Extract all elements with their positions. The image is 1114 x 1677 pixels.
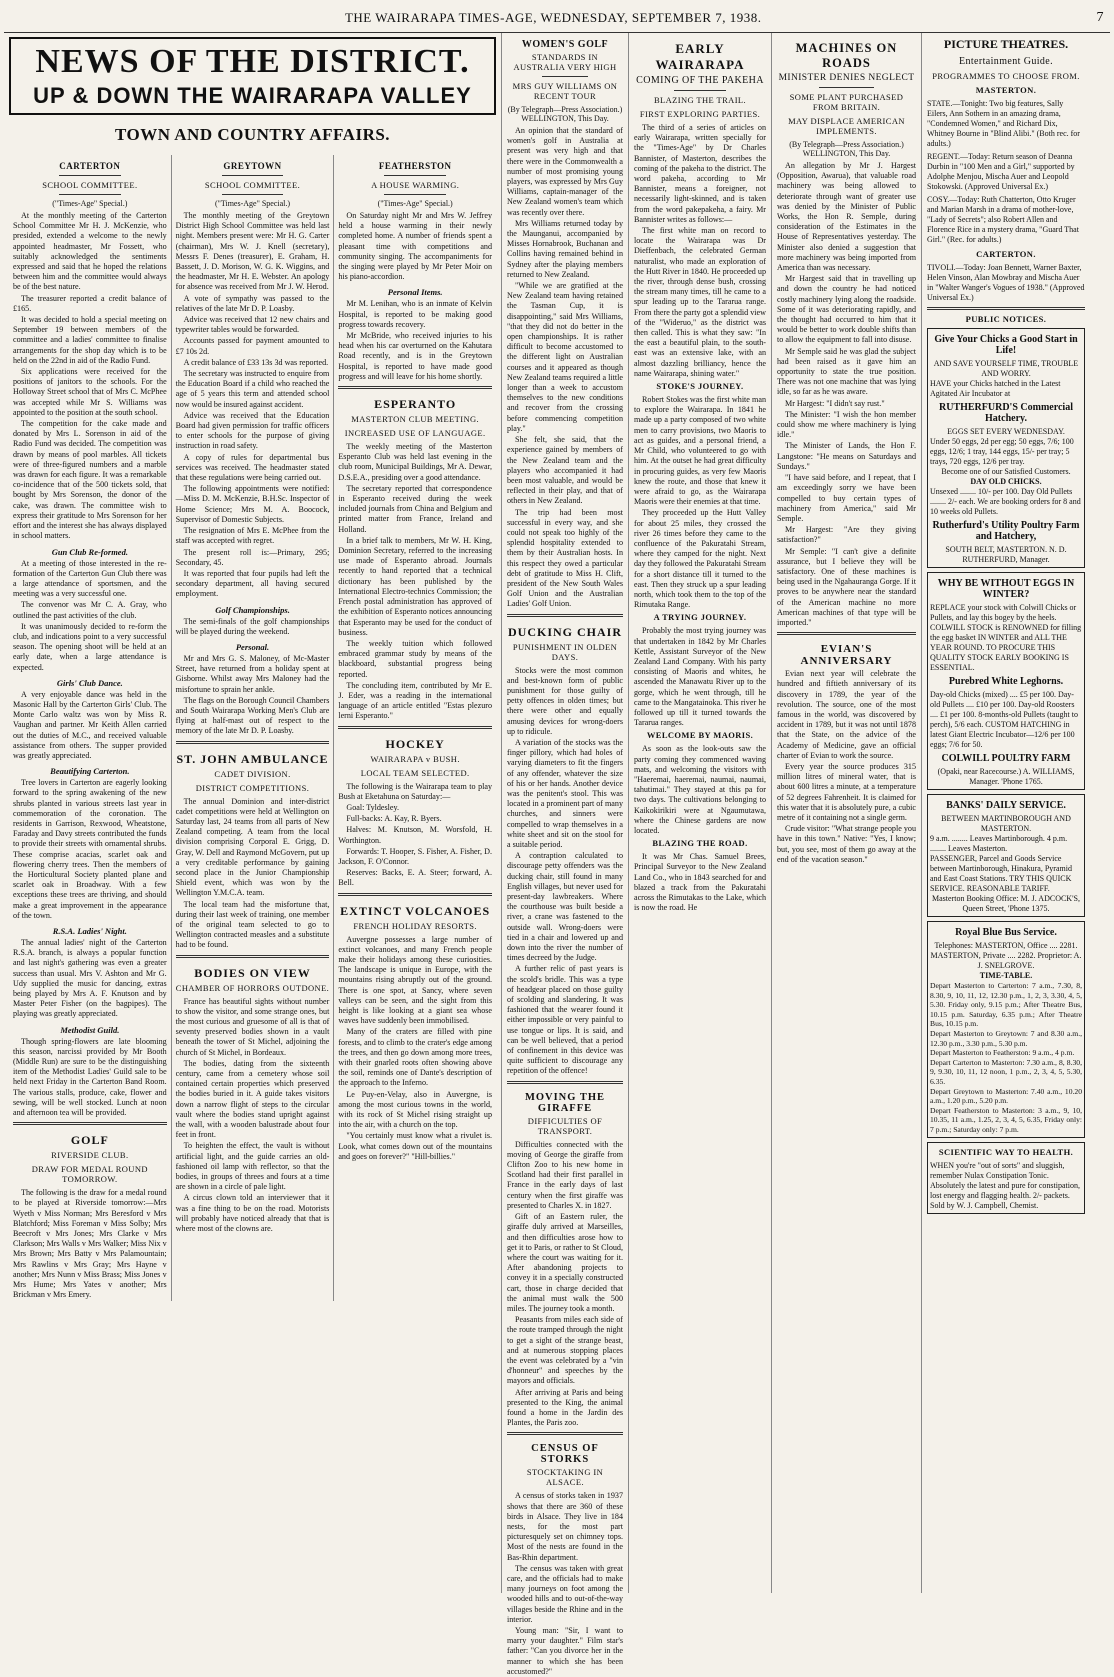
blazing-heading: BLAZING THE ROAD. — [652, 838, 748, 849]
article-paragraph: A contraption calculated to discourage petty offenders was the ducking chair, still found in many English villages, but never used for present-day lawbreakers. Where the courthouse was built beside a river, a crane was fastened to the outside wall. Wrong-doers were tied in a chair and lowered up and down into the river the number of times decreed by the Judge. — [507, 851, 623, 963]
featherston-title: A HOUSE WARMING. — [371, 180, 460, 190]
divider — [777, 632, 916, 635]
article-paragraph: The resignation of Mrs E. McPhee from the staff was accepted with regret. — [175, 526, 330, 546]
featherston-column — [334, 155, 496, 1301]
esperanto-heading: ESPERANTO — [374, 397, 457, 412]
district-subhead: UP & DOWN THE WAIRARAPA VALLEY — [33, 83, 472, 108]
article-paragraph: On Saturday night Mr and Mrs W. Jeffrey held a house warming in their newly completed home. A number of friends spent a pleasant time with competitions and community singing. The accompaniments for the singing were played by Mr Peter Moir on his piano-accordion. — [338, 211, 493, 282]
divider — [507, 1432, 623, 1435]
article-paragraph: A circus clown told an interviewer that it was a fine thing to be on the road. Motorists will probably have noticed already that that is where most of the clowns are. — [175, 1193, 330, 1234]
article-paragraph: The flags on the Borough Council Chambers and South Wairarapa Working Men's Club are flying at half-mast out of respect to the memory of the late Mr D. P. Loasby. — [175, 695, 330, 736]
divider — [384, 194, 445, 195]
bodies-sub: CHAMBER OF HORRORS OUTDONE. — [175, 982, 330, 993]
banks-office: Masterton Booking Office: M. J. ADCOCK'S, Queen Street, 'Phone 1375. — [932, 894, 1080, 913]
article-paragraph: Forwards: T. Hooper, S. Fisher, A. Fisher, D. Jackson, F. O'Connor. — [338, 846, 493, 866]
divider — [674, 90, 727, 91]
nulax-advert — [927, 1142, 1085, 1214]
banks-advert — [927, 794, 1085, 917]
article-paragraph: The treasurer reported a credit balance of £165. — [13, 293, 167, 313]
article-paragraph: An allegation by Mr J. Hargest (Opposition, Awarua), that valuable road machinery was being allowed to deteriorate through want of greater use was denied by the Minister of Public Works, the Hon R. Semple, during consideration of the Estimates in the House of Representatives yesterday. The Minister also denied a suggestion that more machinery was being imported from America than was necessary. — [777, 161, 916, 273]
featherston-source: ("Times-Age" Special.) — [377, 199, 453, 208]
womens-golf-column — [502, 33, 629, 1676]
chicks-heading: Give Your Chicks a Good Start in Life! — [934, 334, 1078, 356]
giraffe-sub: DIFFICULTIES OF TRANSPORT. — [527, 1115, 603, 1136]
scientific-para: WHEN you're "out of sorts" and sluggish, remember Nulax Constipation Tonic. Absolutely the latest and pure for constipation, lost energy and flagging health. 2/- packets. Sold by W. J. Campbell, Chemist. — [930, 1160, 1080, 1210]
district-banner — [9, 37, 496, 115]
article-paragraph: The first white man on record to locate the Wairarapa was Dr Dieffenbach, the celebrated German naturalist, who made an exploration of the Hutt River in 1840. He proceeded up the river, through dense bush, crossing the stream many times, till he came to a spur leading up to the Tararua range. From there the party got a splendid view of the "Wideruo," as the district was then called. This is what they saw: "In the east a beautiful plain, to the south-east was an extensive lake, with an almost dazzling brilliancy, hence the name Wairarapa, shining water." — [634, 226, 766, 378]
article-paragraph: Though spring-flowers are late blooming this season, narcissi provided by Mr Booth (Middle Run) are sure to be the distinguishing item of the Methodist Ladies' Guild sale to be held next Friday in the Carterton Band Room. The various stalls, produce, cake, flower and sewing, will be well stocked. Lunch at noon and afternoon tea will be provided. — [13, 1036, 167, 1118]
article-paragraph: Many of the craters are filled with pine forests, and to climb to the crater's edge among the trees, and then go down among more trees, with their gnarled roots often showing above the soil, reminds one of Dante's description of the approach to the Inferno. — [338, 1027, 493, 1088]
early-wairarapa-sub: FIRST EXPLORING PARTIES. — [639, 109, 761, 119]
winter-eggs-para: REPLACE your stock with Colwill Chicks or Pullets, and lay this bogey by the heels. COLWILL STOCK is RENOWNED for filling the egg basket IN WINTER and ALL THE YEAR ROUND. TO PROCURE THIS QUALITY STOCK EARLY BOOKING IS ESSENTIAL. — [930, 603, 1082, 672]
timetable-entry: Depart Masterton to Greytown: 7 and 8.30 a.m., 12.30 p.m., 3.30 p.m., 5.30 p.m. — [930, 1028, 1082, 1048]
masthead — [4, 4, 1110, 33]
divider — [338, 893, 492, 896]
article-paragraph: She felt, she said, that the experience gained by members of the New Zealand team and the players who accompanied it had been most valuable, and would be reflected in their play, and that of others in New Zealand. — [507, 435, 623, 506]
colwill-advert — [927, 572, 1085, 790]
article-paragraph: At a meeting of those interested in the re-formation of the Carterton Gun Club there was a large attendance of sportsmen, and the meeting was a very successful one. — [13, 558, 167, 599]
article-paragraph: Mr McBride, who received injuries to his head when his car overturned on the Kahutara Road recently, and is in the Greytown Hospital, is reported to have made good progress and will leave for his home shortly. — [338, 331, 493, 381]
divider — [222, 194, 283, 195]
article-paragraph: The weekly tuition which followed embraced grammar study by means of the blackboard, substantial progress being reported. — [338, 638, 493, 679]
article-paragraph: Auvergne possesses a large number of extinct volcanoes, and many French people make their holidays among these curiosities. The landscape is unique in Europe, with the mountains rising abruptly out of the ground. There is one spot, at Sancy, where seven valleys can be seen, and the sight from this height is like looking at a giant sea whose waves have suddenly been immobilised. — [338, 934, 493, 1026]
royal-blue-phones: Telephones: MASTERTON, Office .... 2281. MASTERTON, Private .... 2282. Proprietor: A. J. SNELGROVE. — [930, 941, 1082, 970]
article-paragraph: Mr Hargest said that in travelling up and down the country he had noticed costly machinery lying along the roadside. Some of it was deteriorating rapidly, and the thought had occurred to him that it would be better to work double shifts than to allow the equipment to fall into disuse. — [777, 274, 916, 345]
article-paragraph: Stocks were the most common and best-known form of public punishment for those guilty of petty offences in olden times; but there were other and equally amusing devices for wrong-doers up to ridicule. — [507, 665, 623, 736]
article-paragraph: The competition for the cake made and donated by Mrs L. Sorenson in aid of the Radio Fund was decided. The competition was drawn by means of pool marbles. All tickets were of three-figured numbers and a marble was drawn for each figure. It was a remarkable co-incidence that of the 500 tickets sold, that bought by Mrs Sorenson, the donor of the cake, was drawn. The committee wish to express their gratitude to Mrs Sorenson for her effort and the interest she has always displayed in school matters. — [13, 419, 167, 541]
divider — [13, 1122, 167, 1125]
article-paragraph: The convenor was Mr C. A. Gray, who outlined the past activities of the club. — [13, 600, 167, 620]
article-paragraph: Reserves: Backs, E. A. Steer; forward, A. Bell. — [338, 868, 493, 888]
article-paragraph: The trip had been most successful in every way, and she could not speak too highly of the splendid hospitality extended to them by their Australian hosts. In this respect they owed a particular debt of gratitude to Miss H. Clift, president of the New South Wales Golf Union and the Australian Ladies' Golf Union. — [507, 507, 623, 609]
article-paragraph: The annual Dominion and inter-district cadet competitions were held at Wellington on Saturday last, 24 teams from all parts of New Zealand competing. A team from the local division comprising Corporal E. Grigg, D. Gray, W. Dell and Raymond McGovern, put up a very creditable performance by gaining second place in the Junior Championship Shield event, which was won by the Wellington Y.M.C.A. team. — [175, 796, 330, 898]
article-paragraph: A variation of the stocks was the finger pillory, which had holes of varying diameters to fit the fingers of any offender, whatever the size of his or her hands. Another device was the penitent's stool. This was located in a prominent part of many churches, and sinners were compelled to wrap themselves in a white sheet and sit on the stool for a suitable period. — [507, 737, 623, 849]
programmes-line: PROGRAMMES TO CHOOSE FROM. — [932, 71, 1080, 81]
district-subcolumns — [9, 155, 496, 1301]
public-notices-heading: PUBLIC NOTICES. — [965, 314, 1047, 324]
article-paragraph: Mr and Mrs G. S. Maloney, of Mc-Master Street, have returned from a holiday spent at Gisborne. Whilst away Mrs Maloney had the misfortune to sprain her ankle. — [175, 653, 330, 694]
article-paragraph: To heighten the effect, the vault is without artificial light, and the guide carries an old-fashioned oil lamp with reflector, so that the bodies, in groups of threes and fours at a time are shown in a circle of pale light. — [175, 1141, 330, 1192]
article-paragraph: Full-backs: A. Kay, R. Byers. — [346, 814, 442, 824]
banks-times: 9 a.m. ........ Leaves Martinborough. 4 p.m. ........ Leaves Masterton. — [930, 834, 1068, 853]
machines-sub: MINISTER DENIES NEGLECT — [778, 73, 915, 83]
chicks-para: HAVE your Chicks hatched in the Latest Agitated Air Incubator at — [930, 379, 1061, 398]
stokes-heading: STOKE'S JOURNEY. — [656, 381, 744, 392]
article-paragraph: A further relic of past years is the scold's bridle. This was a type of headgear placed on those guilty of scolding and slandering. It was fashioned that the wearer found it either impossible or very painful to use tongue or lips. It is said, and can be well believed, that a period of confinement in this device was quite sufficient to discourage any repetition of the offence! — [507, 964, 623, 1076]
ducking-chair-sub: PUNISHMENT IN OLDEN DAYS. — [512, 641, 618, 662]
divider — [542, 76, 588, 77]
columns — [4, 33, 1110, 1676]
hockey-sub: WAIRARAPA v BUSH. — [370, 753, 460, 764]
masthead-title: THE WAIRARAPA TIMES-AGE, WEDNESDAY, SEPTEMBER 7, 1938. — [344, 10, 762, 25]
page-number: 7 — [1096, 10, 1104, 25]
article-paragraph: Six applications were received for the positions of janitors to the schools. For the Holloway Street school that of Mrs C. McPhee was accepted while Mr S. Williams was appointed to the position at the south school. — [13, 367, 167, 417]
womens-golf-sub: MRS GUY WILLIAMS ON RECENT TOUR — [512, 81, 618, 101]
womens-golf-sub: STANDARDS IN AUSTRALIA VERY HIGH — [513, 52, 617, 72]
colwill-farm: COLWILL POULTRY FARM — [941, 753, 1071, 764]
article-paragraph: The semi-finals of the golf championships will be played during the weekend. — [175, 616, 330, 636]
carterton-cinema-heading: CARTERTON. — [976, 249, 1036, 259]
article-paragraph: Robert Stokes was the first white man to explore the Wairarapa. In 1841 he made up a party composed of two white men to carry provisions, two Maoris to act as guides, and a personal friend, a Mr Child, who volunteered to go with him. At the outset he had great difficulty in procuring guides, as very few Maoris knew the route, and those that knew it were afraid to go, as the Wairarapa Maoris were their enemies at that time. — [634, 395, 766, 507]
divider — [222, 175, 283, 176]
divider — [507, 614, 623, 617]
volcanoes-heading: EXTINCT VOLCANOES — [340, 903, 491, 918]
article-paragraph: Every year the source produces 315 million litres of mineral water, that is about 600 litres a minute, at a temperature of 52 degrees Fahrenheit. It is claimed for this water that it is absolutely pure, a cubic metre of it containing not a single germ. — [777, 761, 916, 822]
trying-journey-heading: A TRYING JOURNEY. — [653, 612, 747, 623]
article-paragraph: A copy of rules for departmental bus services was received. The headmaster stated that these regulations were being carried out. — [175, 452, 330, 483]
timetable-entry: Depart Masterton to Featherston: 9 a.m., 4 p.m. — [930, 1048, 1075, 1058]
rsa-heading: R.S.A. Ladies' Night. — [52, 926, 127, 936]
article-paragraph: Gift of an Eastern ruler, the giraffe duly arrived at Marseilles, and then difficulties arose how to get it to Paris, or rather to St Cloud, where the court was waiting for it. After abandoning projects to convey it in a specially constructed cart, those in charge decided that the animal must walk the 500 miles. The journey took a month. — [507, 1212, 623, 1313]
machines-source: (By Telegraph—Press Association.) WELLINGTON, This Day. — [789, 140, 904, 158]
st-john-title: CADET DIVISION. — [214, 768, 291, 779]
beautifying-heading: Beautifying Carterton. — [50, 766, 130, 777]
welcome-heading: WELCOME BY MAORIS. — [646, 730, 754, 741]
machines-sub: MAY DISPLACE AMERICAN IMPLEMENTS. — [788, 116, 905, 136]
article-paragraph: It was reported that four pupils had left the secondary department, all having secured employment. — [175, 568, 330, 599]
storks-sub: STOCKTAKING IN ALSACE. — [526, 1467, 604, 1488]
divider — [338, 726, 492, 729]
article-paragraph: They proceeded up the Hutt Valley for about 25 miles, they crossed the river 26 times before they came to the confluence of the Pakuratahi Stream, where they camped for the night. Next day they followed the Pakuratahi Stream for a short distance till it turned to the east. Then they struck up a spur leading north, which took them to the top of the Rimutaka Range. — [634, 508, 766, 610]
cinema-listing: COSY.—Today: Ruth Chatterton, Otto Kruger and Marian Marsh in a drama of mother-love, "Lady of Secrets"; also Robert Allen and Florence Rice in a mystery drama, "Guard That Girl." (Rec. for adults.) — [927, 195, 1079, 244]
bodies-heading: BODIES ON VIEW — [194, 965, 311, 980]
girls-club-heading: Girls' Club Dance. — [56, 677, 123, 688]
golf-heading: GOLF — [70, 1133, 109, 1148]
giraffe-heading: MOVING THE GIRAFFE — [524, 1091, 606, 1114]
timetable-heading: TIME-TABLE. — [979, 971, 1033, 980]
hockey-heading: HOCKEY — [385, 736, 445, 751]
timetable-entry: Depart Carterton to Masterton: 7.30 a.m., 8, 8.30, 9, 9.30, 10, 11, 12 noon, 1 p.m., 2, 3, 4, 5, 5.30, 6.35. — [930, 1057, 1082, 1086]
eggs-set: EGGS SET EVERY WEDNESDAY. — [947, 427, 1065, 436]
methodist-heading: Methodist Guild. — [60, 1024, 120, 1035]
greytown-title: SCHOOL COMMITTEE. — [204, 180, 301, 190]
article-paragraph: It was unanimously decided to re-form the club, and indications point to a very successful season. The opening shoot will be held at an early date, when a large attendance is expected. — [13, 621, 167, 672]
early-wairarapa-sub: COMING OF THE PAKEHA — [636, 75, 764, 86]
colwill-address: (Opaki, near Racecourse.) A. WILLIAMS, Manager. 'Phone 1765. — [937, 767, 1075, 786]
article-paragraph: A census of storks taken in 1937 shows that there are 360 of these birds in Alsace. They live in 184 nests, for the most part picturesquely set on chimney tops. Most of the nests are found in the Bas-Rhin department. — [507, 1491, 623, 1562]
banks-para: PASSENGER, Parcel and Goods Service between Martinborough, Hinakura, Pyramid and East Coast Stations. TRY THIS QUICK SERVICE. REASONABLE TARIFF. — [930, 854, 1072, 893]
article-paragraph: The weekly meeting of the Masterton Esperanto Club was held last evening in the club room, Municipal Buildings, Mr A. Dewar, D.S.E.A., presiding over a good attendance. — [338, 442, 493, 482]
article-paragraph: Evian next year will celebrate the hundred and fiftieth anniversary of its discovery in 1789, the year of the revolution. The source, one of the most famous in the world, was discovered by accident in 1789, but it was not until 1878 that the State, on the advice of the Academy of Medicine, gave an official charter of Evian to work the source. — [777, 669, 916, 760]
advertisements-column — [922, 33, 1090, 1593]
article-paragraph: It was Mr Chas. Samuel Brees, Principal Surveyor to the New Zealand Land Co., who in 1843 searched for and blazed a track from the Pakuratahi across the Rimutakas to the Lake, which is now the road. He — [634, 852, 766, 913]
utility-farm: Rutherfurd's Utility Poultry Farm and Hatchery, — [932, 520, 1080, 542]
article-paragraph: "You certainly must know what a rivulet is. Look, what comes down out of the mountains and goes on forever?" "Hill-billies." — [338, 1131, 493, 1161]
early-wairarapa-heading: EARLY WAIRARAPA — [655, 41, 745, 72]
farm-address: SOUTH BELT, MASTERTON. N. D. RUTHERFURD, Manager. — [945, 545, 1067, 564]
article-paragraph: The annual ladies' night of the Carterton R.S.A. branch, is always a popular function and last night's gathering was even a greater success than usual. Mrs V. Ashton and Mr G. Udy supplied the music for dancing, extras being played by Mrs A. F. Knutson and by Master Peter Fisher (on the bagpipes). The playing was greatly appreciated. — [13, 938, 167, 1019]
picture-theatres-heading: PICTURE THEATRES. — [943, 37, 1069, 51]
article-paragraph: The monthly meeting of the Greytown District High School Committee was held last night. Members present were: Mr H. G. Carter (chairman), Mrs W. J. Knell (secretary), Messrs F. Denes (treasurer), E. Graham, H. Bassett, J. D. Morison, W. G. K. Wiggins, and the headmaster, Mr H. E. Webster. An apology for absence was received from Mr J. W. Herod. — [175, 211, 330, 292]
article-paragraph: At the monthly meeting of the Carterton School Committee Mr H. J. McKenzie, who presided, extended a welcome to the newly appointed headmaster, Mr Fossett, who suitably acknowledged the sentiments expressed and said that he hoped the relations between him and the committee would always be of the best nature. — [13, 211, 167, 292]
timetable-entry: Depart Masterton to Carterton: 7 a.m., 7.30, 8, 8.30, 9, 10, 11, 12, 12.30 p.m., 1, 2, 3, 3.30, 4, 5, 5.30. Friday only, 9.15 p.m.; After Theatre Bus, 10.15 p.m. Saturday, 6.35 p.m.; After Theatre Bus, 10.15 p.m. — [930, 981, 1082, 1029]
article-paragraph: A very enjoyable dance was held in the Masonic Hall by the Carterton Girls' Club. The Monte Carlo waltz was won by Miss R. Vaughan and partner. Mr Keith Allen carried out the duties of M.C., and received valuable assistance from others. The supper provided was greatly appreciated. — [13, 689, 167, 760]
personal-heading: Personal. — [235, 641, 270, 652]
st-john-sub: DISTRICT COMPETITIONS. — [195, 782, 310, 793]
article-paragraph: Advice was received that the Education Board had given permission for traffic officers to enter schools for the purpose of giving instruction in road safety. — [175, 410, 330, 451]
article-paragraph: Tree lovers in Carterton are eagerly looking forward to the spring awakening of the new shrubs planted in various streets last year in commemoration of the coronation. The residents in Garrison, Rexwood, Wheatstone, Faraday and Davy streets contributed the funds to provide their streets with ornamental shrubs. These comprise acacias, scarlet oak and flowering cherry trees. Then the members of the Horticultural Society planted plane and scarlet oak in Broadway. With a few exceptions these trees are thriving, and should make a great improvement in the appearance of the town. — [13, 778, 167, 920]
article-paragraph: Mr Hargest: "I didn't say rust." — [785, 398, 885, 408]
article-paragraph: Halves: M. Knutson, M. Worsfold, H. Worthington. — [338, 825, 493, 845]
article-paragraph: The secretary reported that correspondence in Esperanto received during the week included journals from China and Belgium and printed matter from France, Ireland and Holland. — [338, 483, 493, 534]
scientific-heading: SCIENTIFIC WAY TO HEALTH. — [938, 1146, 1074, 1157]
article-paragraph: The local team had the misfortune that, during their last week of training, one member of the original team selected to go to Wellington contracted measles and a substitute had to be found. — [175, 899, 330, 950]
chicks-sub: AND SAVE YOURSELF TIME, TROUBLE AND WORRY. — [933, 359, 1079, 378]
banks-sub: BETWEEN MARTINBOROUGH AND MASTERTON. — [941, 814, 1071, 833]
egg-prices: Under 50 eggs, 2d per egg; 50 eggs, 7/6; 100 eggs, 12/6; 1 tray, 144 eggs, 15/- per tray; 5 trays, 720 eggs, 12/6 per tray. — [930, 437, 1074, 466]
esperanto-sub: INCREASED USE OF LANGUAGE. — [344, 428, 486, 439]
article-paragraph: Peasants from miles each side of the route tramped through the night to get a sight of the strange beast, and at numerous stopping places the event was celebrated by a "vin d'honneur" and speeches by the mayors and officials. — [507, 1315, 623, 1386]
early-wairarapa-column — [629, 33, 772, 1593]
article-paragraph: Advice was received that 12 new chairs and typewriter tables would be forwarded. — [175, 315, 330, 335]
personal-items-heading: Personal Items. — [387, 287, 443, 298]
hockey-sub: LOCAL TEAM SELECTED. — [360, 767, 470, 778]
banks-heading: BANKS' DAILY SERVICE. — [946, 800, 1066, 811]
carterton-place: CARTERTON — [59, 161, 121, 171]
greytown-source: ("Times-Age" Special.) — [214, 199, 291, 208]
article-paragraph: Mr M. Lenihan, who is an inmate of Kelvin Hospital, is reported to be making good progress towards recovery. — [338, 299, 493, 329]
divider — [384, 175, 445, 176]
article-paragraph: The Minister of Lands, the Hon F. Langstone: "He means on Saturdays and Sundays." — [777, 441, 916, 471]
divider — [59, 194, 120, 195]
rutherfurd-hatchery: RUTHERFURD'S Commercial Hatchery. — [939, 402, 1073, 424]
divider — [507, 1081, 623, 1084]
divider — [927, 307, 1085, 310]
section-title: TOWN AND COUNTRY AFFAIRS. — [114, 125, 391, 144]
hatchery-advert — [927, 328, 1085, 568]
article-paragraph: The census was taken with great care, and the officials had to make many journeys on foot among the wooded hills and to out-of-the-way villages beside the Rhine and in the interior. — [507, 1563, 623, 1624]
article-paragraph: Mr Hargest: "Are they giving satisfaction?" — [777, 525, 916, 545]
st-john-heading: ST. JOHN AMBULANCE — [176, 751, 329, 766]
greytown-place: GREYTOWN — [223, 161, 282, 171]
entertainment-guide: Entertainment Guide. — [958, 56, 1054, 67]
carterton-title: SCHOOL COMMITTEE. — [42, 180, 138, 190]
machines-sub: SOME PLANT PURCHASED FROM BRITAIN. — [789, 92, 904, 112]
article-paragraph: Mrs Williams returned today by the Maunganui, accompanied by Misses Hornabrook, Buchanan and Collins having remained behind in Sydney after the playing members returned to New Zealand. — [507, 218, 623, 279]
article-paragraph: The secretary was instructed to enquire from the Education Board if a child who reached the age of 5 years this term and attended school now would be insured against accident. — [175, 369, 330, 409]
leghorns-heading: Purebred White Leghorns. — [948, 676, 1064, 687]
leghorns-prices: Day-old Chicks (mixed) .... £5 per 100. Day-old Pullets .... £10 per 100. Day-old Roosters .... £1 per 100. 8-months-old Pullets (taught to perch), 5/6 each. CUSTOM HATCHING in latest Giant Electric Incubator—12/6 per 100 eggs; 7/6 for 50. — [930, 690, 1078, 749]
article-paragraph: Crude visitor: "What strange people you have in this town." Native: "Yes, I know; but, you see, most of them go away at the end of the vacation season." — [777, 824, 916, 864]
ducking-chair-heading: DUCKING CHAIR — [507, 624, 622, 639]
machines-heading: MACHINES ON ROADS — [795, 41, 898, 70]
divider — [176, 955, 330, 958]
esperanto-sub: MASTERTON CLUB MEETING. — [351, 414, 480, 425]
article-paragraph: The third of a series of articles on early Wairarapa, written specially for the "Times-Age" by Dr Charles Bannister, of Masterton, describes the coming of the pakeha to the district. The word pakeha, according to Mr Bannister, means a foreigner, not necessarily light-skinned, and is taken from the word pakepakeha, a fairy. Mr Bannister writes as follows:— — [634, 123, 766, 224]
article-paragraph: The Minister: "I wish the hon member could show me where machinery is lying idle." — [777, 409, 916, 440]
royal-blue-advert — [927, 921, 1085, 1138]
winter-eggs-heading: WHY BE WITHOUT EGGS IN WINTER? — [937, 578, 1075, 600]
storks-heading: CENSUS OF STORKS — [531, 1443, 599, 1466]
newspaper-page — [4, 4, 1110, 1676]
article-paragraph: In a brief talk to members, Mr W. H. King, Dominion Secretary, referred to the increasing use made of Esperanto abroad. Journals recently to hand reported that a technical dictionary has been published by the International Electro-technics Commission; the French postal administration has approved of the exhibition of Esperanto notices announcing that Esperanto may be used for the conduct of business. — [338, 535, 493, 637]
evian-heading: EVIAN'S ANNIVERSARY — [800, 643, 893, 668]
article-paragraph: Le Puy-en-Velay, also in Auvergne, is among the most curious towns in the world, with its rock of St Michel rising straight up into the air, with a church on the top. — [338, 1089, 493, 1130]
royal-blue-heading: Royal Blue Bus Service. — [955, 927, 1057, 938]
article-paragraph: As soon as the look-outs saw the party coming they commenced waving mats, and welcoming the visitors with "Haeremai, haeremai, naumai, naumai, tahutimai." They stayed at this pa for two days. The cultivations belonging to Kaikokirikiri were at Ngaumutawa, where the Chinese gardens are now located. — [634, 744, 766, 835]
article-paragraph: The following is the draw for a medal round to be played at Riverside tomorrow:—Mrs Wyeth v Miss Norman; Mrs Beresford v Mrs Blatchford; Miss Foreman v Miss Solby; Mrs Beecroft v Mrs Jones; Mrs Clarke v Mrs Clarkson; Mrs Walls v Mrs Walker; Miss Nix v Mrs Brown; Mrs Batty v Mrs Palamountain; Mrs Rawlins v Mrs Gray; Mrs Hayne v another; Mrs Nunn v Miss Brass; Miss Jones v Mrs Hume; Mrs Yates v another; Mrs Brickman v Mrs Emery. — [13, 1188, 167, 1300]
divider — [59, 175, 120, 176]
golf-sub: DRAW FOR MEDAL ROUND TOMORROW. — [31, 1164, 148, 1185]
article-paragraph: Mr Semple said he was glad the subject had been raised as it gave him an opportunity to state the true position. There was not one machine that was lying idle, so far as he was aware. — [777, 346, 916, 397]
article-paragraph: "I have said before, and I repeat, that I am exceedingly sorry we have been compelled to buy certain types of machinery from America," said Mr Semple. — [777, 473, 916, 523]
article-paragraph: "While we are gratified at the New Zealand team having retained the Tasman Cup, it is disappointing," said Mrs Williams, "that they did not do better in the open championships. It is rather difficult to become accustomed to the different light on Australian courses and it appeared as though New Zealand teams required a little longer than a week to accustom themselves to the new conditions and recover from the crossing before commencing competition play." — [507, 281, 623, 433]
day-old-chicks: DAY OLD CHICKS. — [970, 477, 1042, 486]
article-paragraph: After arriving at Paris and being presented to the King, the animal found a home in the Jardin des Plantes, the Paris zoo. — [507, 1387, 623, 1428]
divider — [819, 87, 875, 88]
article-paragraph: Young man: "Sir, I want to marry your daughter." Film star's father: "Can you divorce her in the manner to which she has been accustomed?" — [507, 1626, 623, 1676]
article-paragraph: The present roll is:—Primary, 295; Secondary, 45. — [175, 547, 330, 567]
timetable-entry: Depart Featherston to Masterton: 3 a.m., 9, 10, 10.35, 11 a.m., 1.25, 2, 3, 4, 5, 6.35, Friday only: 7 p.m.; Saturday only: 7 p.m. — [930, 1105, 1082, 1134]
cinema-listing: REGENT.—Today: Return season of Deanna Durbin in "100 Men and a Girl," supported by Adolphe Menjou, Mischa Auer and Leopold Stokowski. (Approved Universal Ex.) — [927, 152, 1075, 191]
article-paragraph: Probably the most trying journey was that undertaken in 1842 by Mr Charles Kettle, Assistant Surveyor of the New Zealand Land Company. With his party consisting of Maoris and whites, he ascended the Manawatu River up to the gorge, which he went through, till he came to the Mangatainoka. This river he followed up till it turned towards the Tararua ranges. — [634, 626, 766, 728]
featherston-place: FEATHERSTON — [378, 161, 452, 171]
masterton-heading: MASTERTON. — [975, 85, 1037, 95]
womens-golf-heading: WOMEN'S GOLF — [521, 39, 609, 50]
district-news — [4, 33, 502, 1593]
become-customer: Become one of our Satisfied Customers. — [941, 467, 1071, 476]
article-paragraph: It was decided to hold a special meeting on September 19 between members of the committee and a ladies' committee to finalise arrangements for the shop day which is to be held on the 22nd in aid of the Radio Fund. — [13, 315, 167, 365]
article-paragraph: An opinion that the standard of women's golf in Australia at present was very high and that there were in the Commonwealth a number of most promising young players, was expressed by Mrs Guy Williams, captain-manager of the New Zealand women's team which was recently over there. — [507, 126, 623, 217]
volcanoes-sub: FRENCH HOLIDAY RESORTS. — [353, 920, 477, 931]
timetable-entry: Depart Greytown to Masterton: 7.40 a.m., 10.20 a.m., 1.20 p.m., 5.20 p.m. — [930, 1086, 1082, 1106]
womens-golf-source: (By Telegraph—Press Association.) WELLINGTON, This Day. — [507, 105, 623, 123]
article-paragraph: The bodies, dating from the sixteenth century, came from a cemetery whose soil contained certain properties which preserved the bodies buried in it. A guide takes visitors down a narrow flight of steps to the circular vault where the bodies stand upright against the wall, with a wooden balustrade about four feet in front. — [175, 1058, 330, 1140]
carterton-column — [9, 155, 172, 1301]
golf-championships-heading: Golf Championships. — [215, 604, 290, 615]
district-headline: NEWS OF THE DISTRICT. — [35, 43, 470, 80]
article-paragraph: France has beautiful sights without number to show the visitor, and some strange ones, but the most curious and gruesome of all is that of seventy preserved bodies shown in a vault beneath the tower of St Michel, adjoining the church of St Michel, in Bordeaux. — [175, 996, 330, 1057]
article-paragraph: Difficulties connected with the moving of George the giraffe from Clifton Zoo to his new home in Scotland had their first parallel in France in the early days of last century when the first giraffe was presented to Charles X. in 1827. — [507, 1139, 623, 1210]
machines-column — [772, 33, 922, 1593]
gun-club-heading: Gun Club Re-formed. — [51, 546, 128, 557]
carterton-source: ("Times-Age" Special.) — [52, 199, 128, 208]
article-paragraph: Goal: Tyldesley. — [346, 802, 400, 812]
article-paragraph: The following is the Wairarapa team to play Bush at Eketahuna on Saturday:— — [338, 781, 493, 801]
day-old-prices: Unsexed ........ 10/- per 100. Day Old Pullets ........ 2/- each. We are booking orders for 8 and 10 weeks old Pullets. — [930, 487, 1081, 516]
article-paragraph: A credit balance of £33 13s 3d was reported. — [183, 357, 329, 367]
article-paragraph: Accounts passed for payment amounted to £7 10s 2d. — [175, 336, 330, 356]
divider — [338, 386, 492, 389]
article-paragraph: The concluding item, contributed by Mr E. J. Eder, was a reading in the international language of an article entitled "Estas plezuro lerni Esperanto." — [338, 680, 493, 721]
greytown-column — [172, 155, 335, 1301]
golf-title: RIVERSIDE CLUB. — [51, 1150, 129, 1161]
early-wairarapa-sub: BLAZING THE TRAIL. — [653, 95, 747, 105]
article-paragraph: Mr Semple: "I can't give a definite assurance, but I believe they will be satisfactory. One of these machines is being used in the Ngahauranga Gorge. If it proves to be anywhere near the standard of the American machine no more American machines of that type will be imported." — [777, 546, 916, 627]
cinema-listing: TIVOLI.—Today: Joan Bennett, Warner Baxter, Helen Vinson, Alan Mowbray and Mischa Auer in "Walter Wanger's Vogues of 1938." (Approved Universal Ex.) — [927, 263, 1085, 302]
article-paragraph: A vote of sympathy was passed to the relatives of the late Mr D. P. Loasby. — [175, 293, 330, 313]
divider — [176, 741, 330, 744]
article-paragraph: The following appointments were notified:—Miss D. M. McKenzie, B.H.Sc. Inspector of Home Science; Mrs M. A. Boocock, Supervisor of Domestic Subjects. — [175, 484, 330, 524]
cinema-listing: STATE.—Tonight: Two big features, Sally Eilers, Ann Sothern in an amazing drama, "Condemned Women," and Richard Dix, Whitney Bourne in "Blind Alibi." (Both rec. for adults.) — [927, 99, 1080, 148]
